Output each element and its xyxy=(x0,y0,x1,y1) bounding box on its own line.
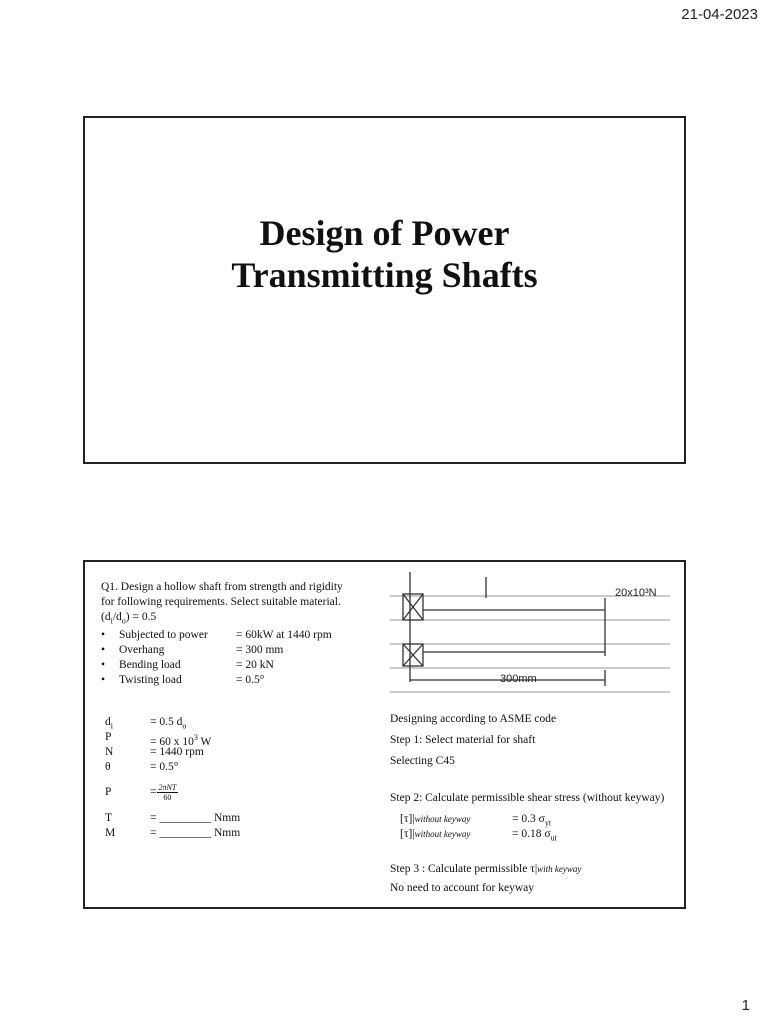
list-item: • Overhang = 300 mm xyxy=(101,644,284,657)
var-m: M = _________ Nmm xyxy=(105,827,241,839)
list-item: • Bending load = 20 kN xyxy=(101,659,274,672)
var-n: N = 1440 rpm xyxy=(105,746,204,758)
keyway-note: No need to account for keyway xyxy=(390,882,535,894)
power-formula: P = $\frac{\text{2πNT}}{60}$ xyxy=(105,782,177,802)
date-header: 21-04-2023 xyxy=(681,6,758,23)
var-t: T = _________ Nmm xyxy=(105,812,241,824)
title-line-1: Design of Power xyxy=(259,213,510,253)
var-di: $d_i$ = 0.5 $d_o$ xyxy=(105,716,187,731)
given-values xyxy=(105,715,240,841)
load-label: 20x10³N xyxy=(615,587,657,599)
tau-row-2: [τ]|without keyway = 0.18 $\sigma_{ut}$ xyxy=(400,828,557,843)
fraction: $\frac{\text{2πNT}}{60}$ xyxy=(158,782,177,802)
var-p: P = 60 x $10^3$ W xyxy=(105,731,212,748)
length-label: 300mm xyxy=(500,673,537,685)
ratio-line: $(d_i/d_o) = 0.5$ xyxy=(101,611,157,626)
requirements-list xyxy=(101,628,366,688)
tau-block xyxy=(400,812,680,842)
material-selection: Selecting C45 xyxy=(390,755,455,767)
step-3: Step 3 : Calculate permissible τ|with keyway xyxy=(390,863,582,875)
var-theta: θ = 0.5° xyxy=(105,761,179,773)
step-2: Step 2: Calculate permissible shear stress (without keyway) xyxy=(390,792,665,804)
question-line-1: Q1. Design a hollow shaft from strength and rigidity xyxy=(101,581,343,593)
page-number: 1 xyxy=(741,997,750,1014)
question-line-2: for following requirements. Select suitable material. xyxy=(101,596,341,608)
tau-row-1: [τ]|without keyway = 0.3 $\sigma_{yt}$ xyxy=(400,813,552,828)
title-line-2: Transmitting Shafts xyxy=(231,255,538,295)
slide-title xyxy=(85,212,684,296)
asme-line: Designing according to ASME code xyxy=(390,713,557,725)
problem-slide xyxy=(83,560,686,909)
title-slide xyxy=(83,116,686,464)
list-item: • Subjected to power = 60kW at 1440 rpm xyxy=(101,629,332,642)
step-1: Step 1: Select material for shaft xyxy=(390,734,536,746)
question-block xyxy=(101,580,366,688)
list-item: • Twisting load = 0.5° xyxy=(101,674,265,687)
shaft-sketch xyxy=(390,572,670,702)
design-steps xyxy=(390,712,680,896)
